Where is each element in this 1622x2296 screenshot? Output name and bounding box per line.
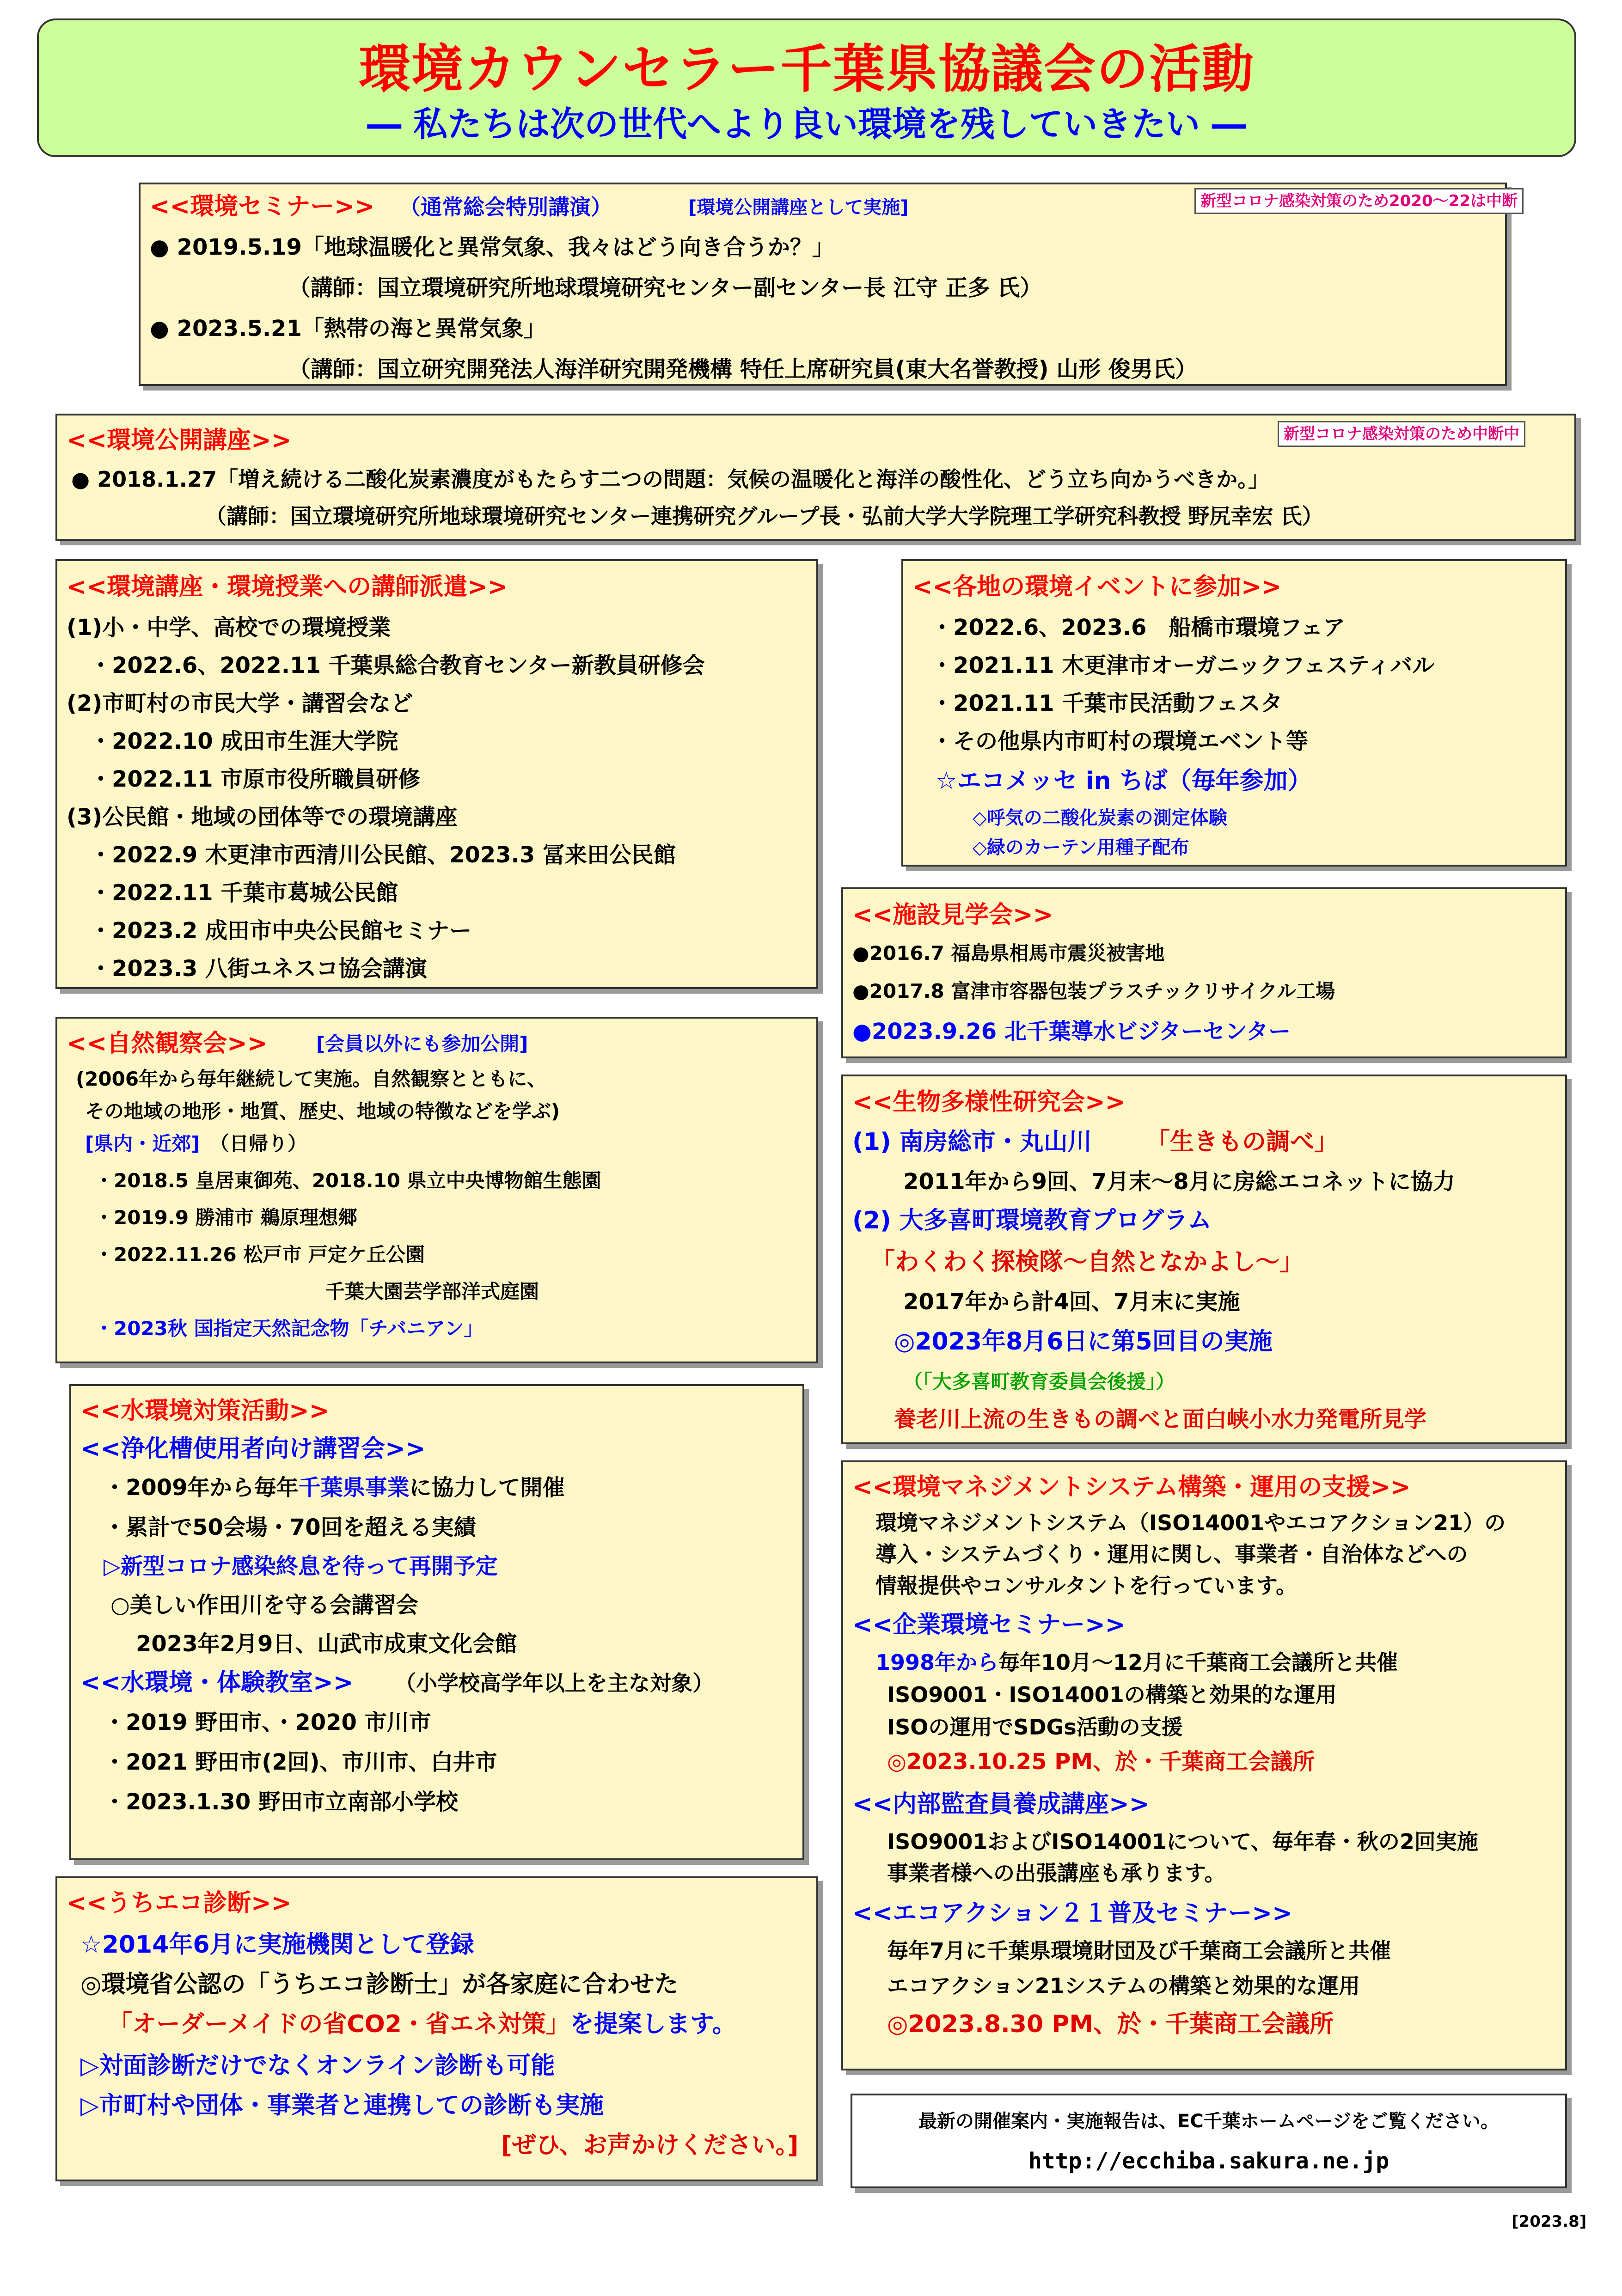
footer-info: 最新の開催案内・実施報告は、EC千葉ホームページをご覧ください。 [918, 2111, 1499, 2132]
corp-seminar-heading: <<企業環境セミナー>> [852, 1611, 1126, 1639]
biodiversity-box [841, 1075, 1567, 1444]
water-class-item: ・2019 野田市、・2020 市川市 [104, 1710, 431, 1735]
eco-messe-sub: ◇呼気の二酸化炭素の測定体験 [973, 807, 1227, 829]
nature-item-cont: 千葉大園芸学部洋式庭園 [325, 1280, 539, 1303]
water-class-item: ・2023.1.30 野田市立南部小学校 [104, 1789, 458, 1815]
seminar-item-detail: （講師：国立研究開発法人海洋研究開発機構 特任上席研究員(東大名誉教授) 山形 俊男氏） [288, 356, 1198, 382]
events-item: ・その他県内市町村の環境エベント等 [931, 728, 1309, 754]
uchieco-heading: <<うちエコ診断>> [67, 1889, 292, 1917]
uchieco-item: ▷市町村や団体・事業者と連携しての診断も実施 [80, 2092, 604, 2119]
seminar-item: ● 2023.5.21「熱帯の海と異常気象」 [150, 316, 546, 342]
events-item: ・2022.6、2023.6 船橋市環境フェア [931, 615, 1346, 641]
water-box [69, 1384, 804, 1860]
seminar-heading: <<環境セミナー>> [150, 193, 375, 220]
ems-heading: <<環境マネジメントシステム構築・運用の支援>> [852, 1473, 1411, 1501]
water-class-heading-sub: （小学校高学年以上を主な対象） [395, 1671, 714, 1696]
uchieco-item: ◎環境省公認の「うちエコ診断士」が各家庭に合わせた [80, 1971, 679, 1998]
septic-item-c: に協力して開催 [409, 1475, 565, 1501]
septic-item [104, 1477, 565, 1499]
events-heading: <<各地の環境イベントに参加>> [912, 573, 1282, 601]
audit-heading: <<内部監査員養成講座>> [852, 1790, 1150, 1818]
page-title: 環境カウンセラー千葉県協議会の活動 [359, 39, 1255, 99]
water-heading: <<水環境対策活動>> [80, 1397, 330, 1425]
nature-item: ・2022.11.26 松戸市 戸定ケ丘公園 [94, 1243, 425, 1266]
nature-area: [県内・近郊] [85, 1132, 200, 1155]
biodiversity-heading: <<生物多様性研究会>> [852, 1088, 1126, 1116]
nature-item: ・2019.9 勝浦市 鵜原理想郷 [94, 1206, 358, 1229]
nature-intro: (2006年から毎年継続して実施。自然観察とともに、 [76, 1068, 547, 1090]
ea21-heading: <<エコアクション２１普及セミナー>> [852, 1899, 1292, 1927]
dispatch-category: (3)公民館・地域の団体等での環境講座 [67, 804, 458, 830]
septic-resume-note: ▷新型コロナ感染終息を待って再開予定 [104, 1553, 498, 1579]
dispatch-item: ・2022.6、2022.11 千葉県総合教育センター新教員研修会 [90, 653, 705, 678]
ems-intro: 情報提供やコンサルタントを行っています。 [875, 1573, 1298, 1598]
nature-heading: <<自然観察会>> [67, 1030, 268, 1057]
corp-seminar-item: ISOの運用でSDGs活動の支援 [887, 1715, 1183, 1740]
eco-messe-sub: ◇緑のカーテン用種子配布 [973, 837, 1189, 858]
ems-intro: 環境マネジメントシステム（ISO14001やエコアクション21）の [875, 1510, 1506, 1535]
water-class-item: ・2021 野田市(2回)、市川市、白井市 [104, 1749, 497, 1775]
corp-seminar-latest: ◎2023.10.25 PM、於・千葉商工会議所 [887, 1749, 1315, 1775]
events-item: ・2021.11 木更津市オーガニックフェスティバル [931, 653, 1435, 678]
nature-box [55, 1017, 818, 1363]
biodiversity-item1-title: 「生きもの調べ」 [1146, 1128, 1339, 1156]
page-subtitle: ― 私たちは次の世代へより良い環境を残していきたい ― [367, 104, 1246, 144]
nature-heading-tag: [会員以外にも参加公開] [316, 1032, 528, 1055]
biodiversity-item2-support: （「大多喜町教育委員会後援」） [903, 1370, 1175, 1393]
biodiversity-item2-title: 「わくわく探検隊～自然となかよし～」 [871, 1248, 1304, 1276]
dispatch-item: ・2022.10 成田市生涯大学院 [90, 728, 398, 754]
seminar-box [139, 183, 1518, 386]
dispatch-item: ・2022.11 千葉市葛城公民館 [90, 880, 398, 906]
dispatch-item: ・2023.3 八街ユネスコ協会講演 [90, 956, 427, 982]
dispatch-heading: <<環境講座・環境授業への講師派遣>> [67, 573, 508, 601]
dispatch-item: ・2023.2 成田市中央公民館セミナー [90, 918, 471, 944]
audit-item: 事業者様への出張講座も承ります。 [887, 1861, 1226, 1886]
public-lecture-item: ● 2018.1.27「増え続ける二酸化炭素濃度がもたらす二つの問題：気候の温暖化と海洋の酸性化、どう立ち向かうべきか。」 [71, 467, 1270, 492]
ea21-item: エコアクション21システムの構築と効果的な運用 [887, 1973, 1360, 1998]
footer-url[interactable]: http://ecchiba.sakura.ne.jp [1028, 2148, 1389, 2174]
facility-latest: ●2023.9.26 北千葉導水ビジターセンター [852, 1019, 1291, 1044]
title-banner [37, 18, 1576, 157]
sakuta-river-item: ○美しい作田川を守る会講習会 [110, 1592, 418, 1618]
biodiversity-item2-latest: ◎2023年8月6日に第5回目の実施 [894, 1328, 1273, 1356]
public-lecture-covid-note: 新型コロナ感染対策のため中断中 [1278, 421, 1525, 447]
issue-date: [2023.8] [1512, 2212, 1587, 2231]
nature-latest: ・2023秋 国指定天然記念物「チバニアン」 [94, 1317, 484, 1340]
nature-intro: その地域の地形・地質、歴史、地域の特徴などを学ぶ) [85, 1100, 560, 1123]
ea21-latest: ◎2023.8.30 PM、於・千葉商工会議所 [887, 2010, 1334, 2038]
corp-seminar-since: 1998年から [875, 1650, 999, 1675]
uchieco-item [108, 2012, 736, 2036]
septic-item: ・累計で50会場・70回を超える実績 [104, 1514, 476, 1540]
biodiversity-item2-detail: 2017年から計4回、7月末に実施 [903, 1289, 1240, 1315]
uchieco-item: ▷対面診断だけでなくオンライン診断も可能 [80, 2052, 555, 2080]
facility-item: ●2016.7 福島県相馬市震災被害地 [852, 942, 1165, 965]
corp-seminar-item: ISO9001・ISO14001の構築と効果的な運用 [887, 1682, 1337, 1707]
biodiversity-item1: (1) 南房総市・丸山川 [852, 1128, 1092, 1156]
facility-heading: <<施設見学会>> [852, 901, 1053, 929]
events-box [901, 559, 1567, 867]
biodiversity-item2-content: 養老川上流の生きもの調べと面白峡小水力発電所見学 [894, 1406, 1427, 1432]
facility-item: ●2017.8 富津市容器包装プラスチックリサイクル工場 [852, 980, 1335, 1002]
septic-item-a: ・2009年から毎年 [104, 1475, 299, 1501]
dispatch-category: (1)小・中学、高校での環境授業 [67, 615, 391, 641]
nature-area-sub: （日帰り） [210, 1132, 307, 1155]
uchieco-call: [ぜひ、お声かけください。] [501, 2131, 799, 2159]
seminar-heading-tag: [環境公開講座として実施] [688, 197, 909, 218]
septic-item-b: 千葉県事業 [298, 1475, 410, 1501]
biodiversity-item2: (2) 大多喜町環境教育プログラム [852, 1207, 1212, 1234]
ems-intro: 導入・システムづくり・運用に関し、事業者・自治体などへの [875, 1542, 1468, 1567]
uchieco-item: ☆2014年6月に実施機関として登録 [80, 1931, 474, 1959]
public-lecture-heading: <<環境公開講座>> [67, 427, 292, 454]
seminar-covid-note: 新型コロナ感染対策のため2020～22は中断 [1194, 188, 1524, 214]
public-lecture-box [55, 414, 1576, 541]
corp-seminar-item [875, 1652, 1398, 1673]
events-item: ・2021.11 千葉市民活動フェスタ [931, 690, 1283, 716]
ems-box [841, 1460, 1567, 2070]
eco-messe-item: ☆エコメッセ in ちば（毎年参加） [936, 767, 1312, 795]
seminar-heading-sub: （通常総会特別講演） [399, 195, 612, 220]
water-class-heading: <<水環境・体験教室>> [80, 1669, 354, 1697]
dispatch-item: ・2022.9 木更津市西清川公民館、2023.3 冨来田公民館 [90, 842, 676, 868]
ea21-item: 毎年7月に千葉県環境財団及び千葉商工会議所と共催 [887, 1938, 1391, 1963]
dispatch-category: (2)市町村の市民大学・講習会など [67, 690, 413, 716]
corp-seminar-period: 毎年10月～12月に千葉商工会議所と共催 [998, 1650, 1398, 1675]
public-lecture-item-detail: （講師：国立環境研究所地球環境研究センター連携研究グループ長・弘前大学大学院理工学研究科教授 野尻幸宏 氏） [205, 504, 1323, 529]
sakuta-river-detail: 2023年2月9日、山武市成東文化会館 [136, 1631, 517, 1657]
biodiversity-item1-detail: 2011年から9回、7月末～8月に房総エコネットに協力 [903, 1169, 1455, 1195]
audit-item: ISO9001およびISO14001について、毎年春・秋の2回実施 [887, 1829, 1478, 1854]
uchieco-propose: を提案します。 [569, 2010, 736, 2038]
dispatch-item: ・2022.11 市原市役所職員研修 [90, 766, 421, 792]
nature-item: ・2018.5 皇居東御苑、2018.10 県立中央博物館生態園 [94, 1169, 601, 1192]
septic-seminar-heading: <<浄化槽使用者向け講習会>> [80, 1435, 426, 1463]
uchieco-order-made: 「オーダーメイドの省CO2・省エネ対策」 [108, 2010, 570, 2038]
dispatch-box [55, 559, 818, 989]
seminar-item: ● 2019.5.19「地球温暖化と異常気象、我々はどう向き合うか？」 [150, 234, 834, 260]
footer-box [851, 2094, 1567, 2188]
uchieco-box [55, 1876, 818, 2181]
seminar-item-detail: （講師：国立環境研究所地球環境研究センター副センター長 江守 正多 氏） [288, 275, 1042, 301]
facility-box [841, 887, 1567, 1058]
